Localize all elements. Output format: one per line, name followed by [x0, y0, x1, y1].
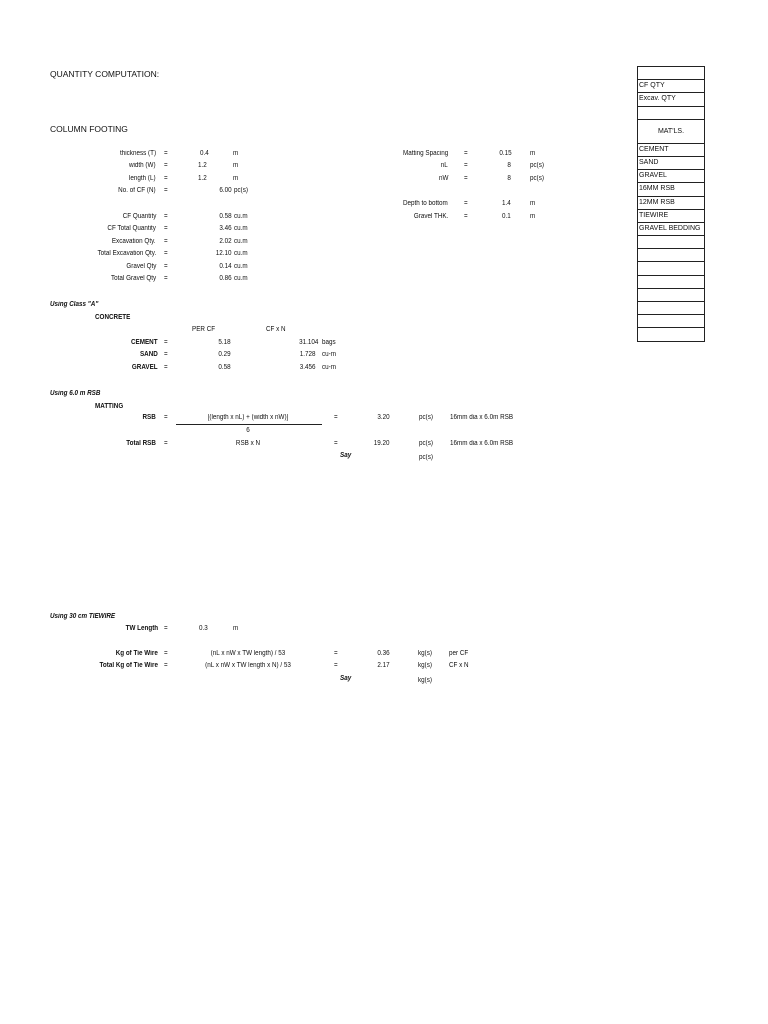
material-row: [638, 235, 704, 248]
matting-value: 0.15: [499, 150, 512, 157]
matting-unit: m: [530, 213, 536, 220]
quantity-label: Total Gravel Qty: [110, 275, 156, 282]
kg-tiewire-note: per CF: [449, 650, 469, 657]
quantity-value: 0.58: [219, 213, 232, 220]
quantity-unit: cu.m: [234, 225, 248, 232]
quantity-label: Gravel Qty: [125, 263, 156, 270]
material-row: [638, 327, 704, 341]
matting-value: 0.1: [502, 213, 511, 220]
matting-unit: pc(s): [530, 175, 545, 182]
kg-tiewire-label: Kg of Tie Wire: [115, 650, 158, 657]
matting-label: nL: [440, 162, 448, 169]
equals-sign: =: [164, 414, 168, 421]
equals-sign: =: [164, 650, 168, 657]
equals-sign: =: [164, 250, 168, 257]
materials-header: MAT'LS.: [638, 119, 704, 143]
footing-unit: m: [233, 150, 239, 157]
quantity-label: Excavation Qty.: [112, 238, 156, 245]
concrete-heading: Using Class "A": [50, 301, 99, 308]
section-title: COLUMN FOOTING: [50, 124, 128, 134]
total-rsb-formula: RSB x N: [235, 440, 261, 447]
material-row: TIEWIRE: [638, 209, 704, 222]
equals-sign: =: [464, 200, 468, 207]
concrete-unit: cu-m: [322, 351, 337, 358]
quantity-value: 3.46: [219, 225, 232, 232]
fraction-bar: [176, 424, 322, 425]
material-row: [638, 275, 704, 288]
footing-unit: m: [233, 162, 239, 169]
total-kg-tiewire-label: Total Kg of Tie Wire: [99, 662, 158, 669]
footing-value: 6.00: [219, 187, 232, 194]
equals-sign: =: [164, 225, 168, 232]
material-row: CEMENT: [638, 143, 704, 156]
total-rsb-label: Total RSB: [126, 440, 156, 447]
matting-unit: pc(s): [530, 162, 545, 169]
total-kg-tiewire-value: 2.17: [377, 662, 390, 669]
equals-sign: =: [334, 662, 338, 669]
equals-sign: =: [334, 440, 338, 447]
matting-value: 1.4: [502, 200, 511, 207]
rsb-formula: [(length x nL) + (width x nW)]: [207, 414, 289, 421]
quantity-label: CF Quantity: [122, 213, 156, 220]
tiewire-heading: Using 30 cm TIEWIRE: [50, 613, 116, 620]
material-row: GRAVEL BEDDING: [638, 222, 704, 235]
footing-label: width (W): [129, 162, 156, 169]
equals-sign: =: [334, 650, 338, 657]
quantity-label: CF Total Quantity: [107, 225, 156, 232]
concrete-unit: bags: [322, 339, 336, 346]
quantity-label: Total Excavation Qty.: [97, 250, 156, 257]
material-row: 12MM RSB: [638, 196, 704, 209]
table-row: [638, 106, 704, 119]
total-kg-tiewire-unit: kg(s): [418, 662, 433, 669]
equals-sign: =: [164, 364, 168, 371]
material-row: [638, 248, 704, 261]
rsb-divisor: 6: [246, 427, 250, 434]
say-label: Say: [340, 452, 352, 459]
equals-sign: =: [464, 175, 468, 182]
excav-qty-row: Excav. QTY: [638, 92, 704, 105]
quantity-unit: cu.m: [234, 250, 248, 257]
cf-x-n-value: 1.728: [300, 351, 316, 358]
matting-unit: m: [530, 150, 536, 157]
footing-value: 1.2: [198, 162, 207, 169]
footing-unit: m: [233, 175, 239, 182]
total-rsb-note: 16mm dia x 6.0m RSB: [450, 440, 514, 447]
per-cf-value: 0.58: [218, 364, 231, 371]
kg-tiewire-value: 0.36: [377, 650, 390, 657]
kg-tiewire-formula: (nL x nW x TW length) / 53: [210, 650, 286, 657]
total-rsb-value: 19.20: [374, 440, 390, 447]
kg-tiewire-unit: kg(s): [418, 650, 433, 657]
say-unit: kg(s): [418, 677, 433, 684]
cf-qty-row: CF QTY: [638, 79, 704, 92]
total-rsb-unit: pc(s): [419, 440, 434, 447]
equals-sign: =: [164, 339, 168, 346]
page-title: QUANTITY COMPUTATION:: [50, 69, 160, 79]
say-unit: pc(s): [419, 454, 434, 461]
matting-value: 8: [507, 162, 511, 169]
rsb-note: 16mm dia x 6.0m RSB: [450, 414, 514, 421]
concrete-material-label: CEMENT: [131, 339, 158, 346]
cf-x-n-header: CF x N: [266, 326, 286, 333]
footing-label: No. of CF (N): [118, 187, 156, 194]
equals-sign: =: [464, 162, 468, 169]
tw-length-unit: m: [233, 625, 239, 632]
material-row: [638, 261, 704, 274]
equals-sign: =: [464, 150, 468, 157]
cf-x-n-value: 31.104: [298, 339, 318, 346]
matting-label: Matting Spacing: [402, 150, 448, 157]
footing-unit: pc(s): [234, 187, 249, 194]
footing-label: length (L): [129, 175, 156, 182]
rsb-subheading: MATTING: [95, 403, 124, 410]
matting-label: nW: [438, 175, 448, 182]
concrete-material-label: SAND: [140, 351, 158, 358]
quantity-unit: cu.m: [234, 263, 248, 270]
material-row: 16MM RSB: [638, 182, 704, 195]
quantity-value: 12.10: [216, 250, 232, 257]
total-kg-tiewire-formula: (nL x nW x TW length x N) / 53: [205, 662, 291, 669]
total-kg-tiewire-note: CF x N: [449, 662, 469, 669]
quantity-value: 0.86: [219, 275, 232, 282]
quantity-value: 0.14: [219, 263, 232, 270]
tw-length-value: 0.3: [199, 625, 208, 632]
per-cf-value: 0.29: [218, 351, 231, 358]
matting-label: Gravel THK.: [413, 213, 448, 220]
equals-sign: =: [164, 238, 168, 245]
concrete-subheading: CONCRETE: [95, 314, 131, 321]
equals-sign: =: [164, 625, 168, 632]
equals-sign: =: [464, 213, 468, 220]
rsb-label: RSB: [142, 414, 156, 421]
matting-label: Depth to bottom: [403, 200, 448, 207]
rsb-heading: Using 6.0 m RSB: [50, 390, 101, 397]
matting-unit: m: [530, 200, 536, 207]
equals-sign: =: [164, 263, 168, 270]
equals-sign: =: [164, 187, 168, 194]
concrete-unit: cu-m: [322, 364, 337, 371]
cf-x-n-value: 3.456: [300, 364, 316, 371]
quantity-unit: cu.m: [234, 238, 248, 245]
material-row: [638, 301, 704, 314]
material-row: [638, 288, 704, 301]
equals-sign: =: [164, 351, 168, 358]
rsb-unit: pc(s): [419, 414, 434, 421]
equals-sign: =: [164, 275, 168, 282]
tw-length-label: TW Length: [125, 625, 158, 632]
equals-sign: =: [164, 162, 168, 169]
materials-table: [637, 66, 705, 342]
footing-label: thickness (T): [119, 150, 156, 157]
material-row: SAND: [638, 156, 704, 169]
say-label: Say: [340, 675, 352, 682]
equals-sign: =: [164, 662, 168, 669]
per-cf-header: PER CF: [192, 326, 216, 333]
quantity-unit: cu.m: [234, 275, 248, 282]
footing-value: 0.4: [200, 150, 209, 157]
equals-sign: =: [164, 175, 168, 182]
quantity-unit: cu.m: [234, 213, 248, 220]
footing-value: 1.2: [198, 175, 207, 182]
rsb-value: 3.20: [377, 414, 390, 421]
per-cf-value: 5.18: [218, 339, 231, 346]
material-row: [638, 314, 704, 327]
equals-sign: =: [164, 440, 168, 447]
matting-value: 8: [507, 175, 511, 182]
material-row: GRAVEL: [638, 169, 704, 182]
concrete-material-label: GRAVEL: [132, 364, 158, 371]
quantity-value: 2.02: [219, 238, 232, 245]
equals-sign: =: [164, 213, 168, 220]
table-row: [638, 66, 704, 79]
equals-sign: =: [164, 150, 168, 157]
equals-sign: =: [334, 414, 338, 421]
